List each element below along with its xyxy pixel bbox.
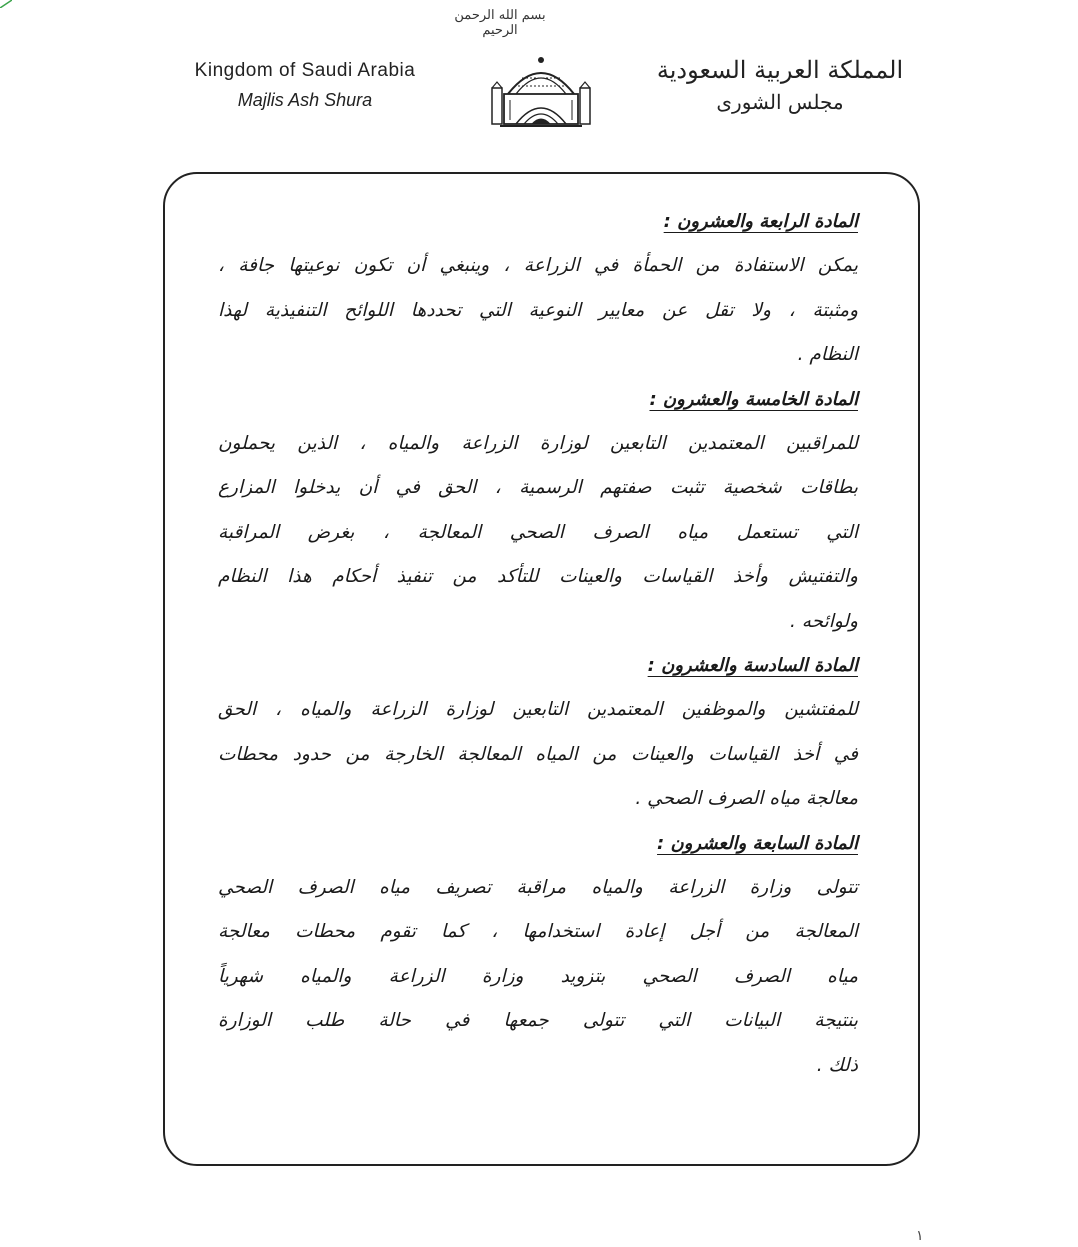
article-line: ولوائحه .	[789, 610, 858, 632]
article-title: المادة الخامسة والعشرون :	[649, 388, 858, 410]
article-line: بطاقات شخصية تثبت صفتهم الرسمية ، الحق في أن يدخلوا المزارع	[218, 477, 858, 498]
scan-corner-mark	[0, 0, 12, 8]
article-line: تتولى وزارة الزراعة والمياه مراقبة تصريف مياه الصرف الصحي	[218, 876, 858, 898]
article-line: معالجة مياه الصرف الصحي .	[635, 788, 858, 809]
header-arabic	[640, 56, 920, 114]
basmala: بسم الله الرحمن الرحيم	[454, 8, 546, 38]
page-number: ١	[916, 1228, 924, 1244]
council-name-en: Majlis Ash Shura	[237, 90, 373, 110]
article-26	[218, 644, 858, 822]
article-24	[218, 200, 858, 378]
article-line: ذلك .	[816, 1054, 858, 1076]
article-27	[218, 822, 858, 1089]
article-25	[218, 378, 858, 645]
article-line: والتفتيش وأخذ القياسات والعينات للتأكد من تنفيذ أحكام هذا النظام	[218, 566, 858, 587]
article-line: المعالجة من أجل إعادة استخدامها ، كما تقوم محطات معالجة	[218, 921, 859, 942]
kingdom-name-ar: المملكة العربية السعودية	[656, 56, 904, 84]
article-line: للمفتشين والموظفين المعتمدين التابعين لوزارة الزراعة والمياه ، الحق	[218, 699, 858, 720]
article-line: بنتيجة البيانات التي تتولى جمعها في حالة طلب الوزارة	[218, 1010, 858, 1031]
article-line: النظام .	[797, 344, 858, 365]
article-line: ومثبتة ، ولا تقل عن معايير النوعية التي تحددها اللوائح التنفيذية لهذا	[218, 299, 858, 321]
article-line: التي تستعمل مياه الصرف الصحي المعالجة ، بغرض المراقبة	[218, 521, 858, 543]
article-title: المادة السادسة والعشرون :	[647, 655, 858, 676]
council-name-ar: مجلس الشورى	[716, 90, 844, 114]
article-line: في أخذ القياسات والعينات من المياه المعالجة الخارجة من حدود محطات	[218, 743, 858, 765]
article-line: يمكن الاستفادة من الحمأة في الزراعة ، وينبغي أن تكون نوعيتها جافة ،	[218, 255, 858, 276]
shura-council-emblem-icon	[486, 54, 596, 130]
header-english	[150, 60, 460, 111]
article-line: للمراقبين المعتمدين التابعين لوزارة الزراعة والمياه ، الذين يحملون	[218, 432, 858, 454]
document-body	[218, 200, 858, 1088]
article-title: المادة الرابعة والعشرون :	[663, 211, 858, 232]
article-title: المادة السابعة والعشرون :	[657, 832, 858, 854]
kingdom-name-en: Kingdom of Saudi Arabia	[194, 60, 416, 81]
article-line: مياه الصرف الصحي بتزويد وزارة الزراعة والمياه شهرياً	[218, 965, 858, 987]
